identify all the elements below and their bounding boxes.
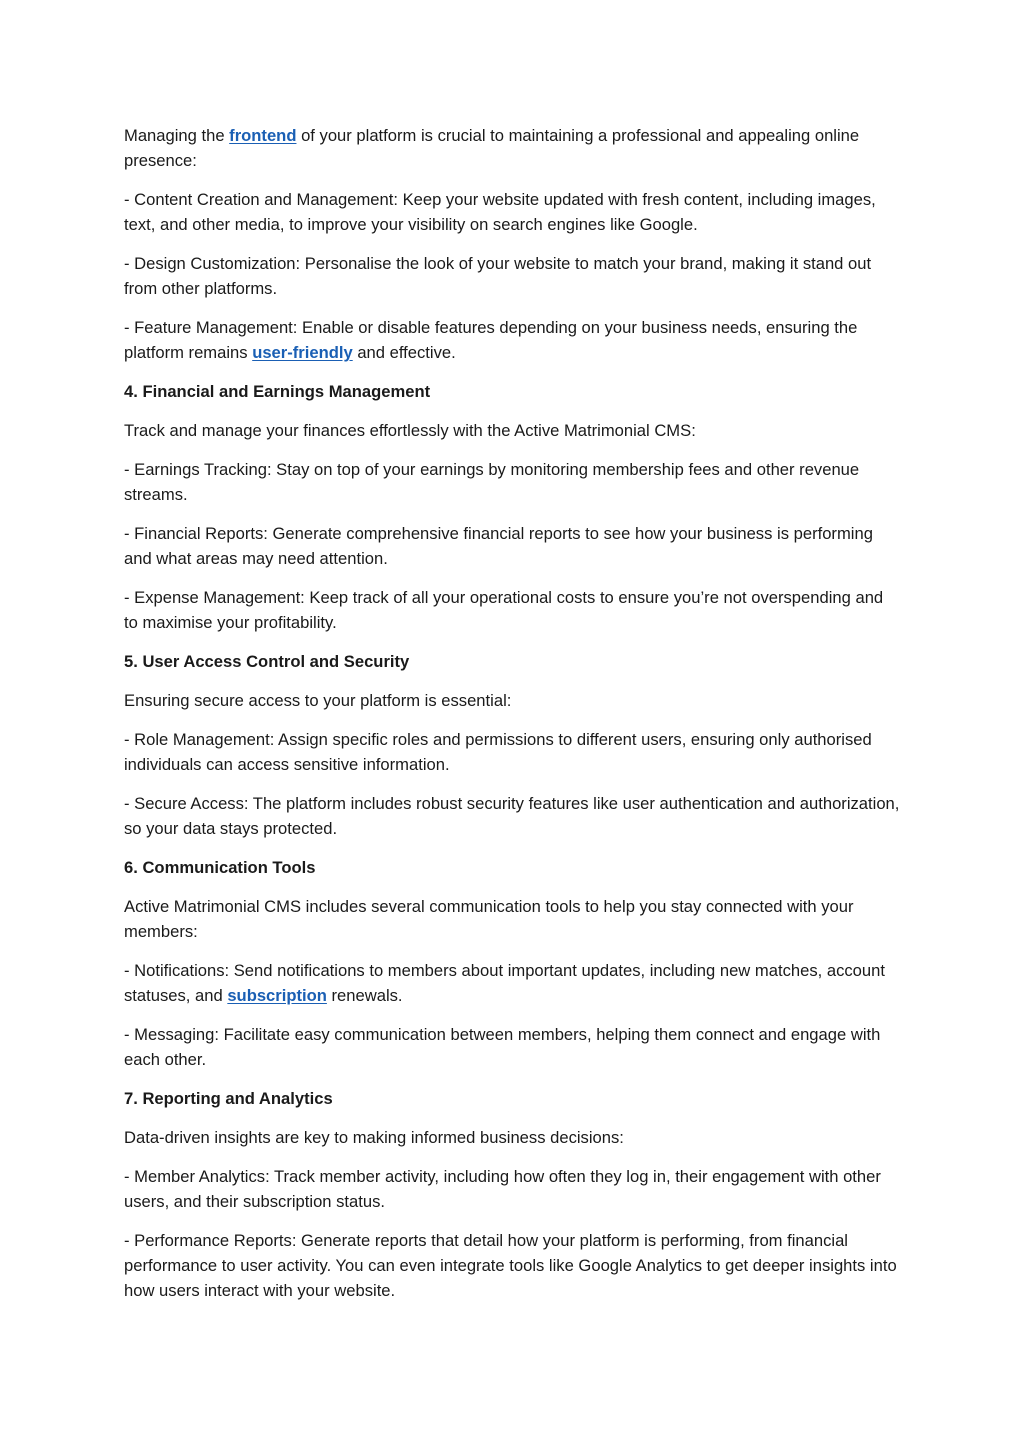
intro-paragraph bbox=[124, 123, 900, 173]
financial-reports-item: - Financial Reports: Generate comprehensive financial reports to see how your business is performing and what areas may need attention. bbox=[124, 524, 873, 568]
feature-text-after: and effective. bbox=[352, 343, 456, 362]
messaging-item: - Messaging: Facilitate easy communication between members, helping them connect and engage with each other. bbox=[124, 1025, 881, 1069]
content-creation-item: - Content Creation and Management: Keep your website updated with fresh content, including images, text, and other media, to improve your visibility on search engines like Google. bbox=[124, 190, 876, 234]
notifications-text-after: renewals. bbox=[326, 986, 403, 1005]
section-6-heading: 6. Communication Tools bbox=[124, 858, 316, 877]
performance-reports-item: - Performance Reports: Generate reports that detail how your platform is performing, from financial performance to user activity. You can even integrate tools like Google Analytics to get deeper insights into how users interact with your website. bbox=[124, 1231, 897, 1300]
earnings-tracking-item: - Earnings Tracking: Stay on top of your earnings by monitoring membership fees and other revenue streams. bbox=[124, 460, 860, 504]
notifications-text-before: - Notifications: Send notifications to members about important updates, including new matches, account statuses, and bbox=[124, 961, 885, 1005]
role-management-item: - Role Management: Assign specific roles and permissions to different users, ensuring only authorised individuals can access sensitive information. bbox=[124, 730, 872, 774]
secure-access-item: - Secure Access: The platform includes robust security features like user authentication and authorization, so your data stays protected. bbox=[124, 794, 900, 838]
intro-text-before: Managing the bbox=[124, 126, 230, 145]
section-4-heading: 4. Financial and Earnings Management bbox=[124, 382, 431, 401]
member-analytics-item: - Member Analytics: Track member activity, including how often they log in, their engagement with other users, and their subscription status. bbox=[124, 1167, 881, 1211]
expense-management-item: - Expense Management: Keep track of all your operational costs to ensure you’re not overspending and to maximise your profitability. bbox=[124, 588, 884, 632]
subscription-link[interactable]: subscription bbox=[227, 986, 327, 1005]
user-friendly-link[interactable]: user-friendly bbox=[252, 343, 353, 362]
frontend-link[interactable]: frontend bbox=[229, 126, 297, 145]
feature-management-item bbox=[124, 315, 900, 365]
section-7-heading: 7. Reporting and Analytics bbox=[124, 1089, 333, 1108]
design-customization-item: - Design Customization: Personalise the look of your website to match your brand, making it stand out from other platforms. bbox=[124, 254, 872, 298]
section-5-heading: 5. User Access Control and Security bbox=[124, 652, 410, 671]
section-6-intro: Active Matrimonial CMS includes several communication tools to help you stay connected with your members: bbox=[124, 897, 854, 941]
document-page bbox=[124, 123, 900, 1317]
section-4-intro: Track and manage your finances effortlessly with the Active Matrimonial CMS: bbox=[124, 421, 696, 440]
notifications-item bbox=[124, 958, 900, 1008]
feature-text-before: - Feature Management: Enable or disable features depending on your business needs, ensuring the platform remains bbox=[124, 318, 858, 362]
section-7-intro: Data-driven insights are key to making informed business decisions: bbox=[124, 1128, 624, 1147]
section-5-intro: Ensuring secure access to your platform is essential: bbox=[124, 691, 512, 710]
intro-text-after: of your platform is crucial to maintaining a professional and appealing online presence: bbox=[124, 126, 860, 170]
